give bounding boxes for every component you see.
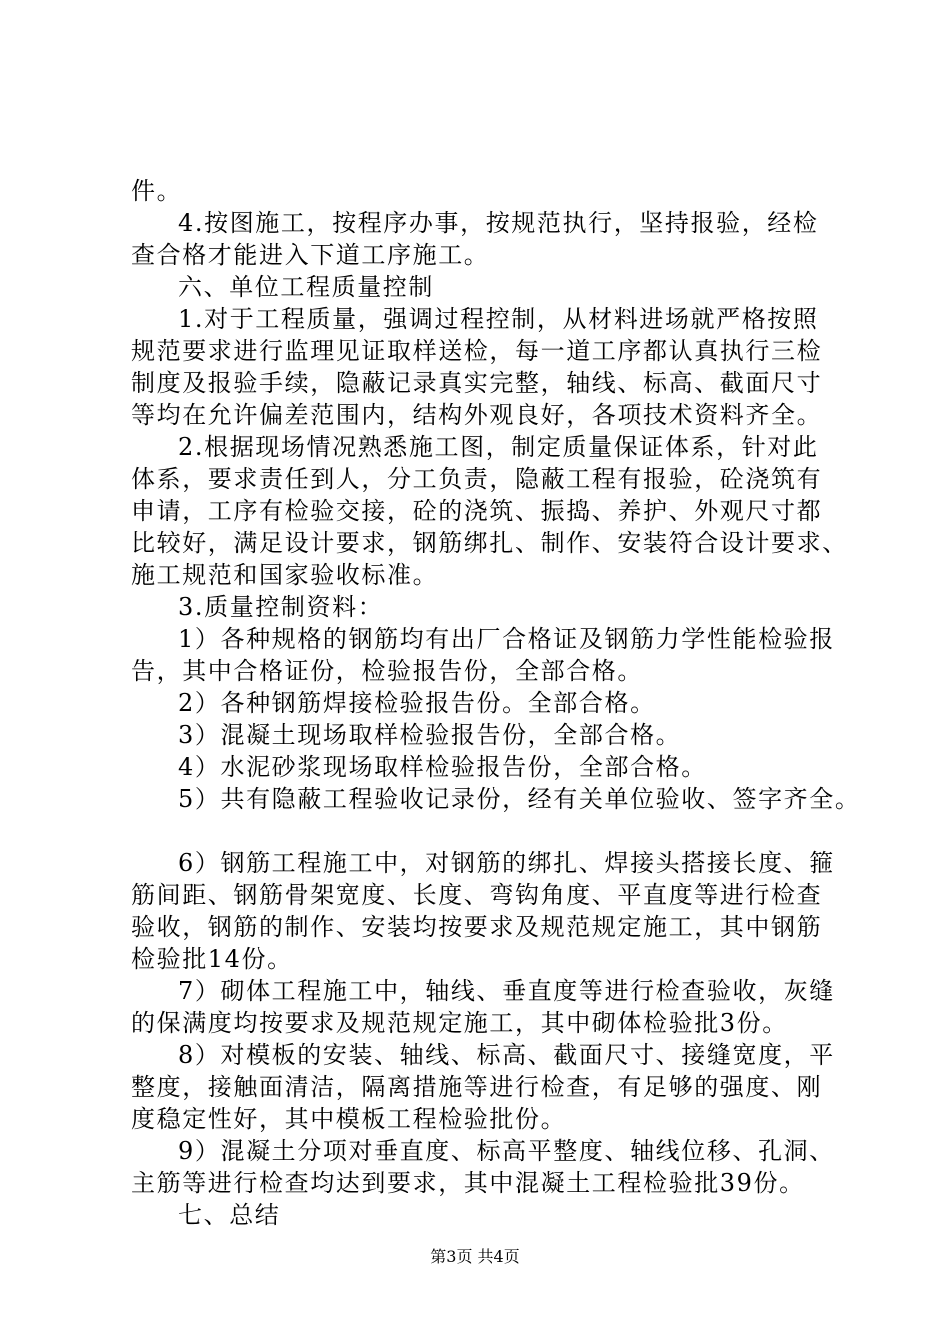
section-heading: 六、单位工程质量控制 [178, 273, 434, 301]
text-line: 比较好，满足设计要求，钢筋绑扎、制作、安装符合设计要求、 [131, 529, 848, 557]
text-line: 度稳定性好，其中模板工程检验批份。 [131, 1105, 567, 1133]
text-line: 8）对模板的安装、轴线、标高、截面尺寸、接缝宽度，平 [178, 1041, 835, 1069]
text-line: 件。 [131, 177, 183, 205]
text-line: 3）混凝土现场取样检验报告份，全部合格。 [178, 721, 682, 749]
text-line: 1）各种规格的钢筋均有出厂合格证及钢筋力学性能检验报 [178, 625, 835, 653]
text-line: 体系，要求责任到人，分工负责，隐蔽工程有报验，砼浇筑有 [131, 465, 823, 493]
text-line: 2）各种钢筋焊接检验报告份。全部合格。 [178, 689, 656, 717]
text-line: 验收，钢筋的制作、安装均按要求及规范规定施工，其中钢筋 [131, 913, 823, 941]
text-line: 规范要求进行监理见证取样送检，每一道工序都认真执行三检 [131, 337, 823, 365]
text-line: 施工规范和国家验收标准。 [131, 561, 439, 589]
text-line: 7）砌体工程施工中，轴线、垂直度等进行检查验收，灰缝 [178, 977, 835, 1005]
text-line: 3.质量控制资料： [178, 593, 384, 621]
text-line: 整度，接触面清洁，隔离措施等进行检查，有足够的强度、刚 [131, 1073, 823, 1101]
text-line: 主筋等进行检查均达到要求，其中混凝土工程检验批39份。 [131, 1169, 805, 1197]
text-line: 4）水泥砂浆现场取样检验报告份，全部合格。 [178, 753, 707, 781]
text-line: 等均在允许偏差范围内，结构外观良好，各项技术资料齐全。 [131, 401, 823, 429]
text-line: 制度及报验手续，隐蔽记录真实完整，轴线、标高、截面尺寸 [131, 369, 823, 397]
page-number: 第3页 共4页 [430, 1247, 520, 1266]
text-line: 申请，工序有检验交接，砼的浇筑、振捣、养护、外观尺寸都 [131, 497, 823, 525]
text-line: 查合格才能进入下道工序施工。 [131, 241, 490, 269]
text-line: 6）钢筋工程施工中，对钢筋的绑扎、焊接头搭接长度、箍 [178, 849, 835, 877]
text-line: 告，其中合格证份，检验报告份，全部合格。 [131, 657, 643, 685]
text-line: 检验批14份。 [131, 945, 293, 973]
text-line: 5）共有隐蔽工程验收记录份，经有关单位验收、签字齐全。 [178, 785, 861, 813]
text-line: 2.根据现场情况熟悉施工图，制定质量保证体系，针对此 [178, 433, 819, 461]
text-line: 筋间距、钢筋骨架宽度、长度、弯钩角度、平直度等进行检查 [131, 881, 823, 909]
text-line: 4.按图施工，按程序办事，按规范执行，坚持报验，经检 [178, 209, 819, 237]
section-heading: 七、总结 [178, 1201, 281, 1229]
text-line: 的保满度均按要求及规范规定施工，其中砌体检验批3份。 [131, 1009, 788, 1037]
text-line: 9）混凝土分项对垂直度、标高平整度、轴线位移、孔洞、 [178, 1137, 835, 1165]
text-line: 1.对于工程质量，强调过程控制，从材料进场就严格按照 [178, 305, 819, 333]
